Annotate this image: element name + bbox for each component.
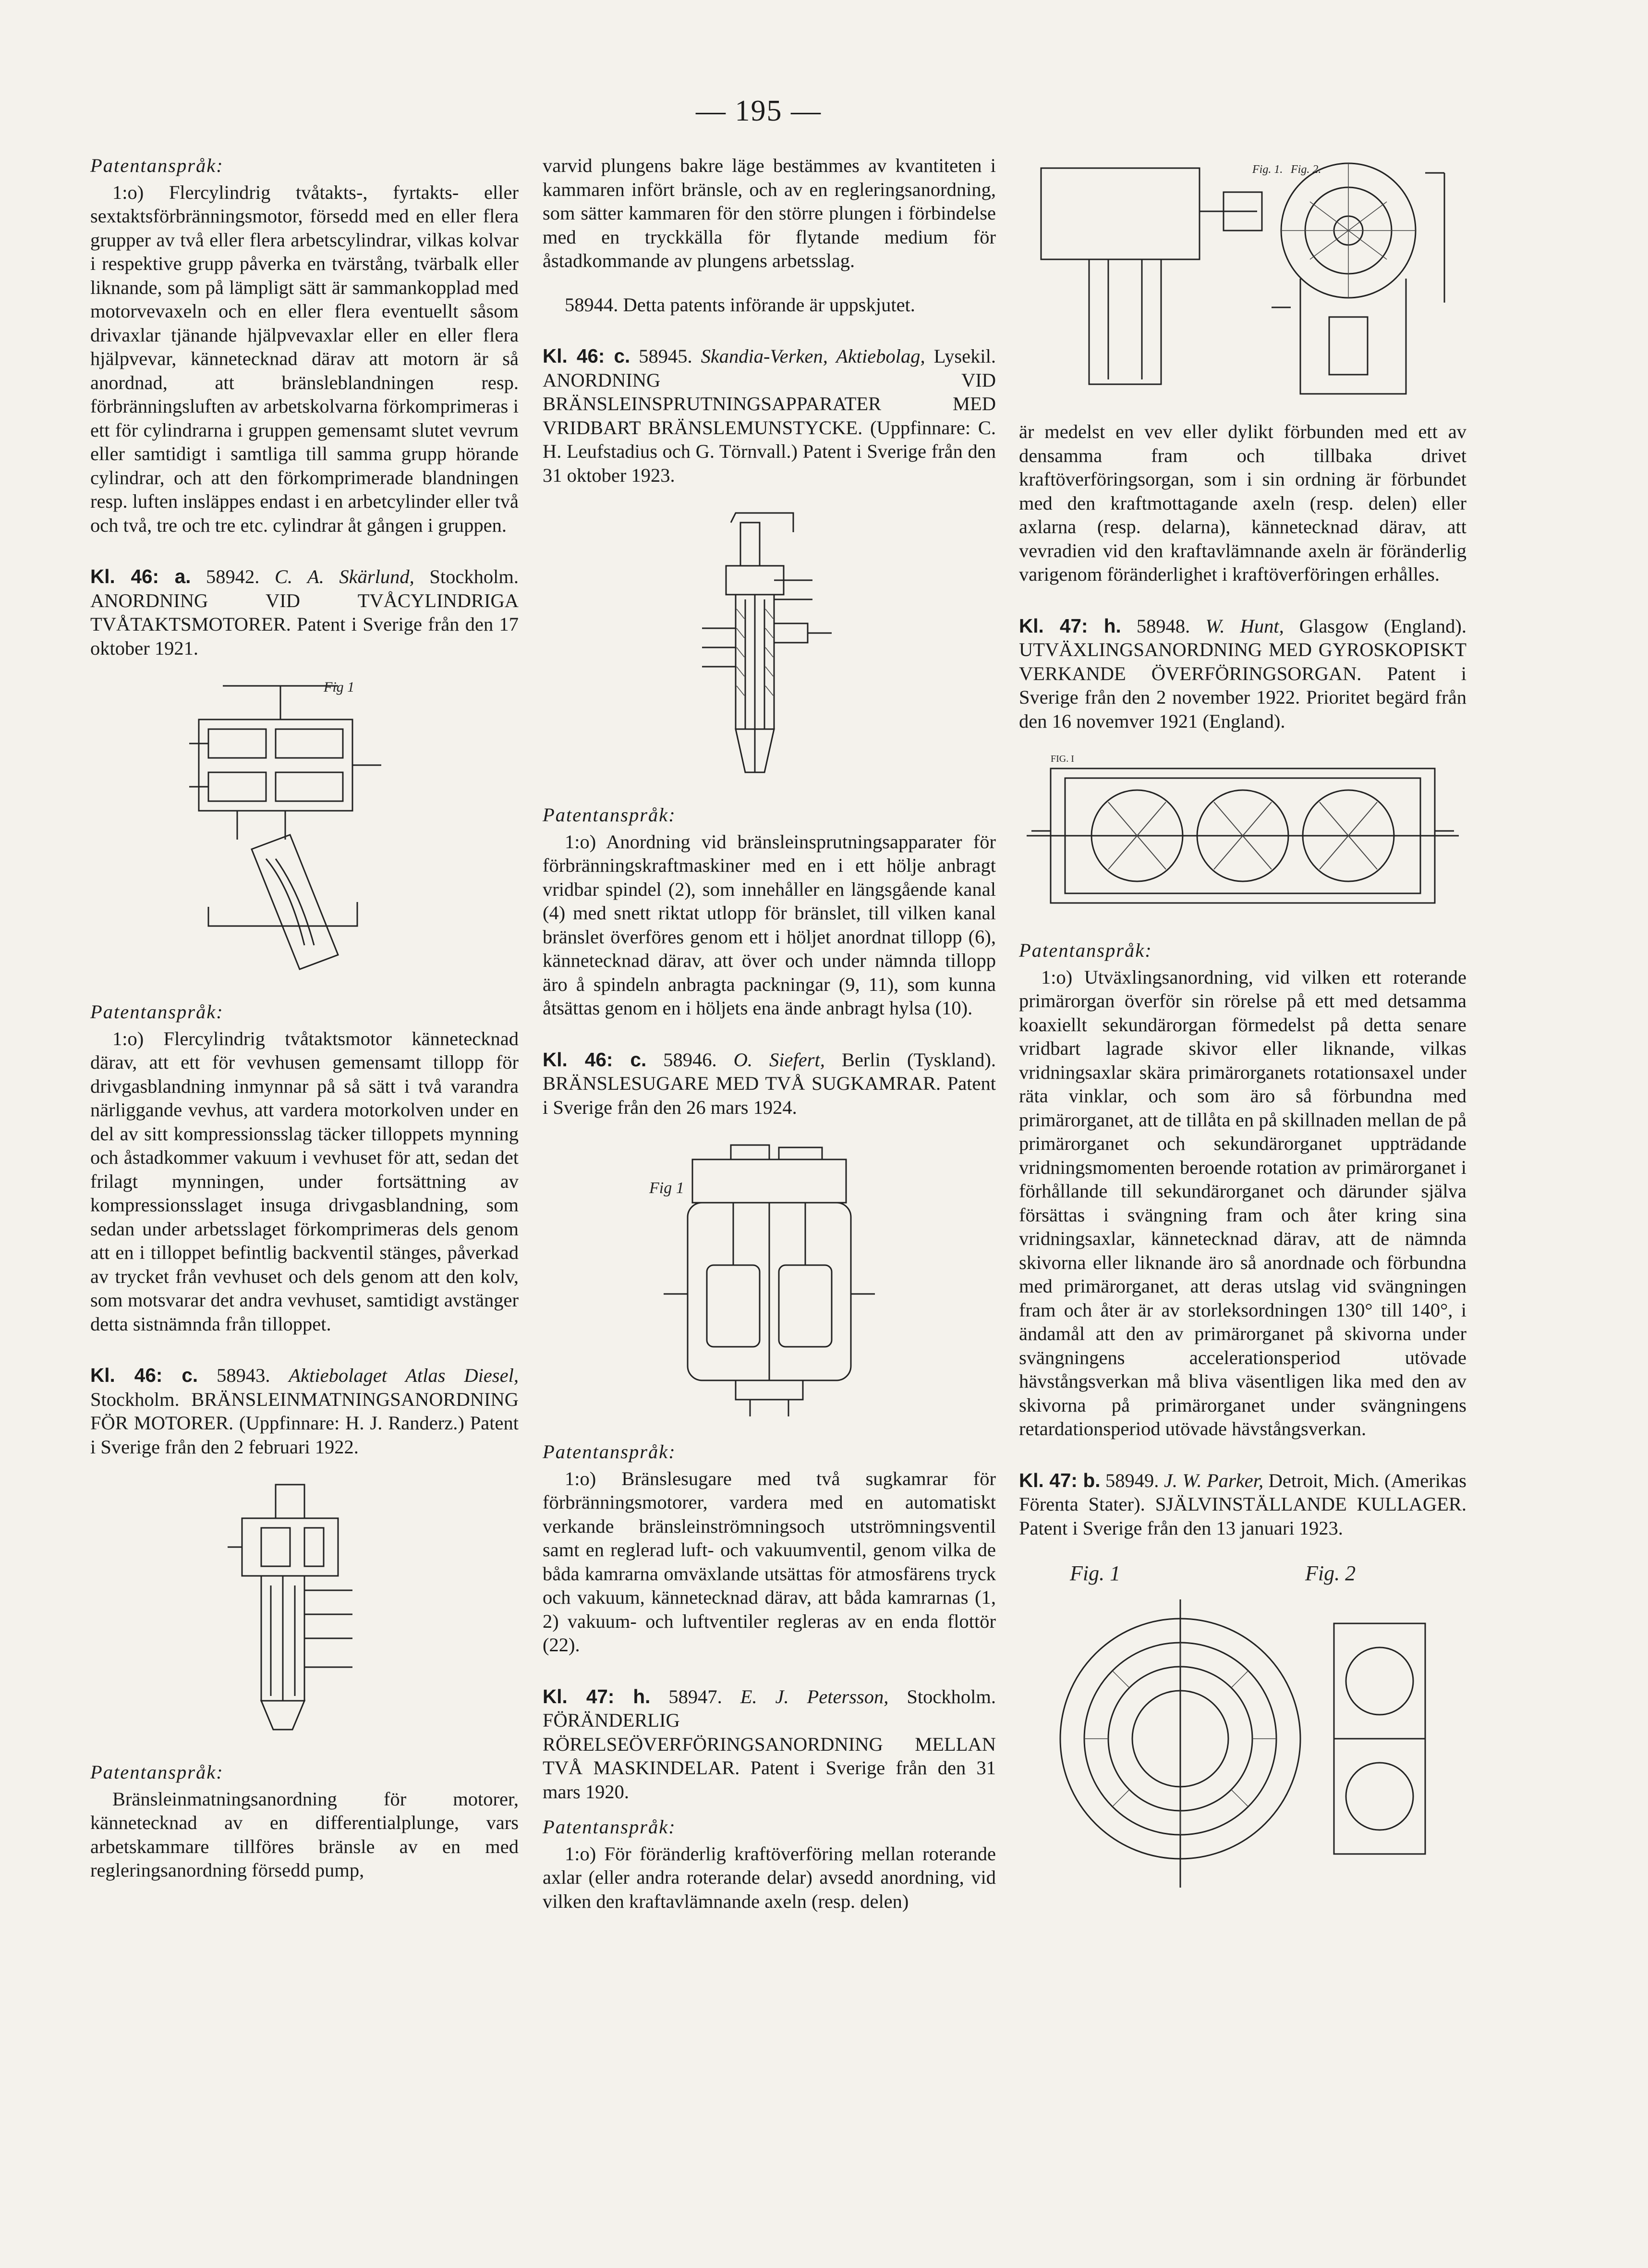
continued-claim-text: varvid plungens bakre läge bestämmes av kvantiteten i kammaren infört bränsle, och av en regleringsanordning, som sätter kammaren för den större plungen i förbindelse med en tryckkälla för flytande medium för åstadkommande av plungens arbetsslag. bbox=[543, 155, 996, 271]
patent-title: Stockholm. FÖRÄNDERLIG RÖRELSEÖVERFÖRINGSANORDNING MELLAN TVÅ MASKINDELAR. Patent i Sverige från den 31 mars 1920. bbox=[543, 1685, 996, 1803]
figure-label: Fig. 2 bbox=[1305, 1561, 1356, 1585]
page-number: — 195 — bbox=[696, 95, 822, 127]
patent-title: Stockholm. ANORDNING VID TVÅCYLINDRIGA TVÅTAKTSMOTORER. Patent i Sverige från den 17 oktober 1921. bbox=[90, 566, 519, 659]
patent-number: 58946. bbox=[663, 1049, 717, 1071]
column-1 bbox=[90, 154, 519, 1882]
patentee-name: Aktiebolaget Atlas Diesel, bbox=[289, 1365, 519, 1386]
figure-fuel-injection-pump bbox=[208, 1475, 400, 1744]
column-2 bbox=[543, 154, 996, 1913]
class-label: Kl. 47: h. bbox=[543, 1685, 651, 1707]
patentee-name: W. Hunt, bbox=[1205, 615, 1284, 637]
figure-label: FIG. I bbox=[1051, 754, 1074, 764]
class-label: Kl. 46: c. bbox=[543, 1048, 647, 1071]
patentee-name: Skandia-Verken, Aktiebolag, bbox=[701, 345, 925, 367]
figure-label: Fig. 1. bbox=[1252, 163, 1283, 176]
claim-label: Patentanspråk: bbox=[90, 155, 224, 176]
figure-gyroscopic-transmission bbox=[1022, 749, 1464, 922]
figure-crank-transmission bbox=[1031, 154, 1454, 403]
figure-injection-nozzle bbox=[673, 503, 865, 787]
patent-note-58944: 58944. Detta patents införande är uppskjutet. bbox=[565, 293, 915, 316]
patent-number: 58942. bbox=[206, 566, 260, 587]
figure-label: Fig 1 bbox=[649, 1179, 684, 1197]
continued-claim-text: är medelst en vev eller dylikt förbunden med ett av densamma fram och tillbaka drivet kraftöverföringsorgan, som i sin ordning är förbundet med den kraftmottagande axeln (resp. delen) eller axlarna (resp. delarna), kännetecknad därav, att vevradien vid den kraftavlämnande axeln är föränderlig varigenom föränderlighet i kraftöverföringen erhålles. bbox=[1019, 421, 1466, 585]
patent-entry-58948 bbox=[1019, 614, 1466, 733]
claim-text: 1:o) Flercylindrig tvåtakts-, fyrtakts- eller sextaktsförbränningsmotor, försedd med en eller flera grupper av två eller flera arbetscylindrar, vilkas kolvar i respektive grupp påverka en tvärstång, tvärbalk eller liknande, som på lämpligt sätt är sammankopplad med motorvevaxeln och en eller flera eventuellt såsom drivaxlar tjänande hjälpvevaxlar eller en eller flera hjälpvevar, kännetecknad därav att motorn är så anordnad, att bränsleblandningen resp. förbränningsluften av arbetskolvarna förkomprimeras i ett för cylindrarna i gruppen gemensamt slutet vevrum eller samtidigt i samtliga till samma grupp hörande cylindrar, och att den förkomprimerade blandningen resp. luften insläppes endast i en arbetcylinder eller två och två, tre och tre etc. cylindrar åt gången i gruppen. bbox=[90, 181, 519, 536]
class-label: Kl. 47: b. bbox=[1019, 1469, 1101, 1491]
patentee-name: E. J. Petersson, bbox=[740, 1685, 889, 1707]
patent-entry-58949 bbox=[1019, 1469, 1466, 1540]
figure-ball-bearing bbox=[1036, 1556, 1449, 1902]
figure-fuel-suction-device bbox=[635, 1135, 904, 1424]
claim-label: Patentanspråk: bbox=[1019, 939, 1152, 961]
claim-label: Patentanspråk: bbox=[90, 1761, 224, 1783]
claim-text: 1:o) Flercylindrig tvåtaktsmotor kännetecknad därav, att ett för vevhusen gemensamt tillopp för drivgasblandning inmynnar på så sätt i två varandra närliggande vevhus, att vardera motorkolven under en del av sitt kompressionsslag täcker tilloppets mynning och åstadkommer vakuum i vevhuset för att, sedan det frilagt mynningen, under fortsättning av kompressionsslaget insuga drivgasblandning, som sedan under arbetsslaget förkomprimeras dels genom att en i tilloppet befintlig backventil stänges, påverkad av trycket från vevhuset och dels genom att den kolv, som motsvarar det andra vevhuset, samtidigt avstänger detta sistnämnda från tilloppet. bbox=[90, 1027, 519, 1335]
figure-label: Fig. 1 bbox=[1070, 1561, 1121, 1585]
claim-text: 1:o) Bränslesugare med två sugkamrar för förbränningsmotorer, vardera med en automatiskt verkande bränsleinströmningsoch utströmningsventil samt en reglerad luft- och vakuumventil, genom vilka de båda kamrarna omväxlande utsättas för atmosfärens tryck och vakuum, kännetecknad därav, att båda kamrarnas (1, 2) vakuum- och luftventiler regleras av en enda flottör (22). bbox=[543, 1467, 996, 1656]
patentee-name: O. Siefert, bbox=[733, 1049, 825, 1071]
patent-title: Glasgow (England). UTVÄXLINGSANORDNING MED GYROSKOPISKT VERKANDE ÖVERFÖRINGSORGAN. Patent i Sverige från den 2 november 1922. Prioritet begärd från den 16 novemver 1921 (England). bbox=[1019, 615, 1466, 732]
patent-number: 58945. bbox=[639, 345, 692, 367]
class-label: Kl. 46: c. bbox=[90, 1364, 198, 1386]
figure-two-stroke-motor bbox=[180, 676, 429, 984]
claim-text: 1:o) Anordning vid bränsleinsprutningsapparater för förbränningskraftmaskiner med en i ett hölje anbragt vridbar spindel (2), som innehåller en längsgående kanal (4) med snett riktat utlopp för bränslet, till vilken kanal bränslet överföres genom ett i höljet anordnat tillopp (6), kännetecknad därav, att över och under nämnda tillopp äro å spindeln anbragta packningar (9, 11), som kunna åtsättas genom en i höljets ena ände anbragt hylsa (10). bbox=[543, 830, 996, 1019]
patentee-name: C. A. Skärlund, bbox=[275, 566, 414, 587]
class-label: Kl. 46: a. bbox=[90, 565, 191, 587]
claim-text: Bränsleinmatningsanordning för motorer, kännetecknad av en differentialplunge, vars arbetskammare tillföres bränsle av en med regleringsanordning försedd pump, bbox=[90, 1788, 519, 1881]
patent-number: 58948. bbox=[1136, 615, 1190, 637]
patent-number: 58943. bbox=[217, 1365, 270, 1386]
column-3 bbox=[1019, 154, 1466, 1918]
patent-title: Berlin (Tyskland). BRÄNSLESUGARE MED TVÅ SUGKAMRAR. Patent i Sverige från den 26 mars 1924. bbox=[543, 1049, 996, 1118]
patent-title: Stockholm. BRÄNSLEINMATNINGSANORDNING FÖR MOTORER. (Uppfinnare: H. J. Randerz.) Patent i Sverige från den 2 februari 1922. bbox=[90, 1388, 519, 1458]
claim-label: Patentanspråk: bbox=[543, 1441, 676, 1463]
figure-label: Fig 1 bbox=[324, 679, 355, 695]
claim-label: Patentanspråk: bbox=[90, 1001, 224, 1023]
claim-text: 1:o) Utväxlingsanordning, vid vilken ett roterande primärorgan överför sin rörelse på ett med detsamma koaxiellt sekundärorgan förmedelst på detta senare vridbart lagrade skivor eller liknande, vilkas vridningsaxlar skära primärorganets rotationsaxel under räta vinklar, och som äro så förbundna med primärorganet, att de tillåta en på skillnaden mellan de på primärorganet och sekundärorganet uppträdande vridningsmomenten beroende rotation av primärorganet i förhållande till sekundärorganet och därunder själva försättas i svängning fram och åter kring sina vridningsaxlar, kännetecknad därav, att de nämnda skivorna eller liknande äro så anordnade och förbundna med primärorganet, att deras utslag vid svängningen fram och åter är av storleksordningen 130° till 140°, i ändamål att den av primärorganet på skivorna under svängningens accelerationsperiod utövade hävstångsverkan må bliva väsentligen lika med den av skivorna på primärorganet under svängningens retardationsperiod utövade hävstångsverkan. bbox=[1019, 966, 1466, 1439]
figure-label: Fig. 2. bbox=[1291, 163, 1321, 176]
claim-label: Patentanspråk: bbox=[543, 1816, 676, 1838]
patent-number: 58947. bbox=[668, 1685, 722, 1707]
class-label: Kl. 47: h. bbox=[1019, 614, 1121, 637]
claim-label: Patentanspråk: bbox=[543, 804, 676, 826]
patent-title: Lysekil. ANORDNING VID BRÄNSLEINSPRUTNINGSAPPARATER MED VRIDBART BRÄNSLEMUNSTYCKE. (Uppfinnare: C. H. Leufstadius och G. Törnvall.) Patent i Sverige från den 31 oktober 1923. bbox=[543, 345, 996, 486]
patent-entry-58943 bbox=[90, 1364, 519, 1459]
patent-entry-58946 bbox=[543, 1048, 996, 1120]
patent-entry-58945 bbox=[543, 344, 996, 487]
patent-title: Detroit, Mich. (Amerikas Förenta Stater). SJÄLVINSTÄLLANDE KULLAGER. Patent i Sverige från den 13 januari 1923. bbox=[1019, 1469, 1466, 1539]
patentee-name: J. W. Parker, bbox=[1163, 1469, 1264, 1491]
patent-entry-58947 bbox=[543, 1685, 996, 1804]
claim-text: 1:o) För föränderlig kraftöverföring mellan roterande axlar (eller andra roterande delar) avsedd anordning, vid vilken den kraftavlämnande axeln (resp. delen) bbox=[543, 1842, 996, 1912]
class-label: Kl. 46: c. bbox=[543, 345, 630, 367]
patent-entry-58942 bbox=[90, 565, 519, 660]
patent-number: 58949. bbox=[1105, 1469, 1159, 1491]
